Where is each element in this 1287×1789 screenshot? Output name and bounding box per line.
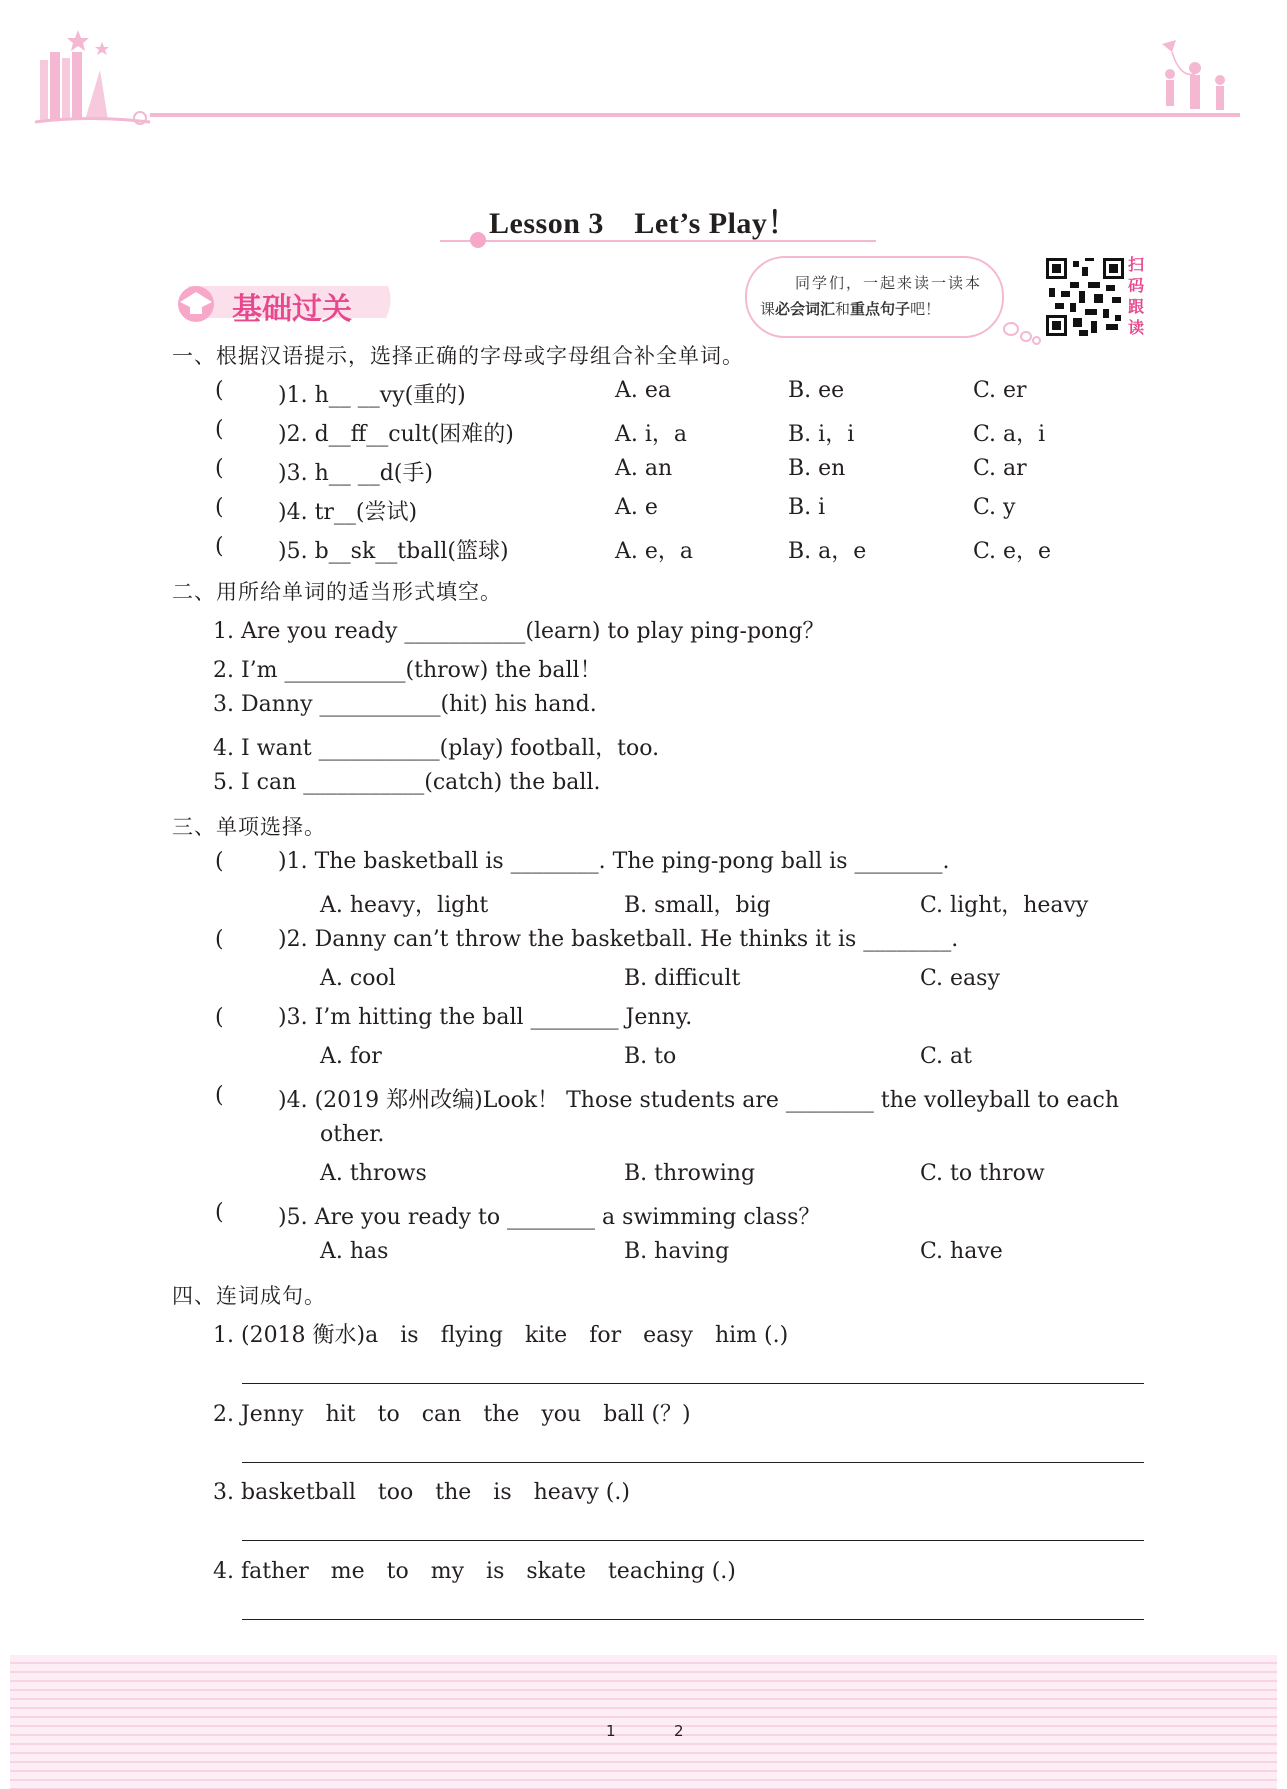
- answer-line[interactable]: [242, 1462, 1144, 1463]
- option-a: A. an: [615, 456, 673, 481]
- word-order-item: 1. (2018 衡水)a is flying kite for easy him (.): [213, 1323, 789, 1348]
- question-text: )1. The basketball is ________. The ping-pong ball is ________.: [278, 849, 950, 874]
- option-b: B. ee: [788, 378, 845, 403]
- word-order-item: 4. father me to my is skate teaching (.): [213, 1559, 736, 1584]
- bubble-trail-dot: [1003, 322, 1019, 336]
- answer-paren[interactable]: (: [215, 534, 224, 559]
- answer-paren[interactable]: (: [215, 417, 224, 442]
- question-text: )4. tr__(尝试): [278, 500, 418, 525]
- answer-line[interactable]: [242, 1383, 1144, 1384]
- question-text: )3. h__ __d(手): [278, 461, 433, 486]
- answer-paren[interactable]: (: [215, 495, 224, 520]
- fill-blank-item[interactable]: 4. I want ___________(play) football，too.: [213, 736, 660, 761]
- option-c[interactable]: C. light，heavy: [920, 893, 1089, 918]
- section1-heading: 一、根据汉语提示，选择正确的字母或字母组合补全单词。: [172, 344, 744, 368]
- option-a: A. e，a: [615, 539, 694, 564]
- option-a: A. ea: [615, 378, 672, 403]
- header-rule: [150, 113, 1240, 117]
- fill-blank-item[interactable]: 3. Danny ___________(hit) his hand.: [213, 692, 597, 717]
- fill-blank-item[interactable]: 1. Are you ready ___________(learn) to play ping-pong？: [213, 619, 825, 644]
- kids-kite-decoration: [1150, 38, 1240, 118]
- fill-blank-item[interactable]: 2. I’m ___________(throw) the ball！: [213, 658, 602, 683]
- option-a[interactable]: A. for: [320, 1044, 382, 1069]
- option-a: A. e: [615, 495, 658, 520]
- page-number-left: 1: [606, 1722, 616, 1740]
- bubble-trail-dot: [1032, 336, 1041, 345]
- option-b[interactable]: B. to: [624, 1044, 677, 1069]
- answer-line[interactable]: [242, 1540, 1144, 1541]
- option-c: C. a，i: [973, 422, 1046, 447]
- option-c: C. y: [973, 495, 1016, 520]
- option-b: B. i: [788, 495, 826, 520]
- page-number-right: 2: [674, 1722, 684, 1740]
- title-dot-decoration: [470, 232, 486, 248]
- option-c: C. e，e: [973, 539, 1052, 564]
- question-text: )2. d__ff__cult(困难的): [278, 422, 514, 447]
- word-order-item: 2. Jenny hit to can the you ball (？): [213, 1402, 691, 1427]
- lesson-title: Lesson 3 Let’s Play！: [489, 207, 798, 240]
- bubble-line1: 同学们，一起来读一读本: [795, 274, 983, 292]
- option-a[interactable]: A. heavy，light: [320, 893, 489, 918]
- banner-title: 基础过关: [232, 292, 352, 327]
- question-text: )4. (2019 郑州改编)Look！ Those students are ________ the volleyball to each: [278, 1088, 1120, 1113]
- option-b[interactable]: B. throwing: [624, 1161, 756, 1186]
- question-text: )5. Are you ready to ________ a swimming class？: [278, 1205, 821, 1230]
- speech-bubble: [745, 256, 1004, 338]
- answer-paren[interactable]: (: [215, 456, 224, 481]
- qr-code[interactable]: [1046, 258, 1124, 336]
- question-text: )2. Danny can’t throw the basketball. He thinks it is ________.: [278, 927, 959, 952]
- answer-paren[interactable]: (: [215, 1083, 224, 1108]
- answer-paren[interactable]: (: [215, 849, 224, 874]
- question-text: )1. h__ __vy(重的): [278, 383, 466, 408]
- option-b[interactable]: B. having: [624, 1239, 730, 1264]
- section3-heading: 三、单项选择。: [172, 815, 326, 839]
- section4-heading: 四、连词成句。: [172, 1284, 326, 1308]
- option-b[interactable]: B. small，big: [624, 893, 771, 918]
- answer-paren[interactable]: (: [215, 927, 224, 952]
- option-b: B. a，e: [788, 539, 867, 564]
- option-c[interactable]: C. have: [920, 1239, 1003, 1264]
- answer-paren[interactable]: (: [215, 378, 224, 403]
- option-a: A. i，a: [615, 422, 688, 447]
- section2-heading: 二、用所给单词的适当形式填空。: [172, 580, 502, 604]
- option-b: B. en: [788, 456, 846, 481]
- option-c[interactable]: C. easy: [920, 966, 1000, 991]
- option-c[interactable]: C. at: [920, 1044, 972, 1069]
- answer-paren[interactable]: (: [215, 1005, 224, 1030]
- option-a[interactable]: A. throws: [320, 1161, 427, 1186]
- bubble-line2: 课必会词汇和重点句子吧！: [760, 300, 941, 318]
- answer-paren[interactable]: (: [215, 1200, 224, 1225]
- question-text: )5. b__sk__tball(篮球): [278, 539, 509, 564]
- option-b[interactable]: B. difficult: [624, 966, 741, 991]
- footer-stripes: [10, 1655, 1277, 1789]
- qr-label: 扫码跟读: [1128, 255, 1145, 337]
- answer-line[interactable]: [242, 1619, 1144, 1620]
- title-underline: [440, 240, 876, 242]
- option-c: C. ar: [973, 456, 1027, 481]
- question-text-continued: other.: [320, 1122, 385, 1147]
- fill-blank-item[interactable]: 5. I can ___________(catch) the ball.: [213, 770, 601, 795]
- word-order-item: 3. basketball too the is heavy (.): [213, 1480, 630, 1505]
- question-text: )3. I’m hitting the ball ________ Jenny.: [278, 1005, 693, 1030]
- option-b: B. i，i: [788, 422, 855, 447]
- option-c: C. er: [973, 378, 1027, 403]
- option-c[interactable]: C. to throw: [920, 1161, 1045, 1186]
- option-a[interactable]: A. has: [320, 1239, 389, 1264]
- option-a[interactable]: A. cool: [320, 966, 396, 991]
- header-books-decoration: [30, 30, 160, 130]
- bubble-trail-dot: [1020, 331, 1032, 342]
